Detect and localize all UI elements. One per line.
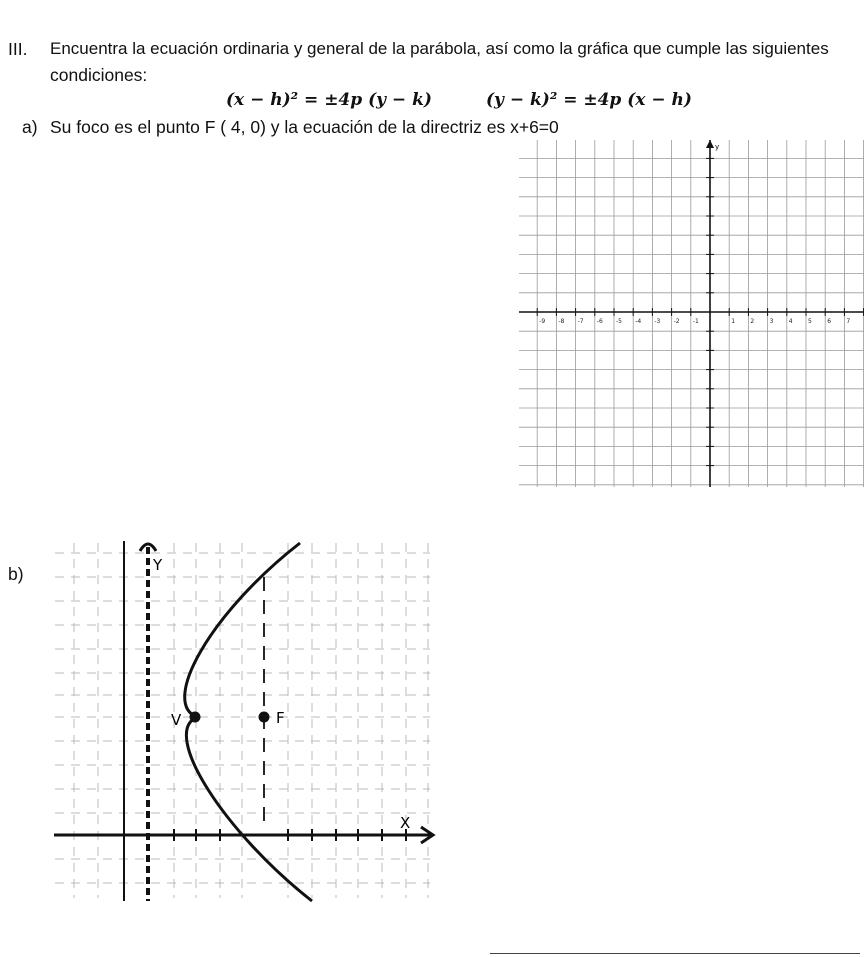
answer-line	[490, 953, 860, 954]
parabola-graph	[50, 533, 440, 908]
grid-x-tick-label: 3	[769, 318, 774, 325]
grid-x-tick-label: 4	[788, 318, 793, 325]
grid-x-tick-label: -4	[635, 318, 642, 325]
grid-x-tick-label: -9	[539, 318, 546, 325]
x-axis-label: X	[400, 814, 411, 832]
grid-x-tick-label: 1	[731, 318, 736, 325]
grid-x-tick-label: -5	[616, 318, 622, 325]
parabola-curve	[185, 543, 312, 901]
formula-vertical-parabola: (x − h)² = ±4p (y − k)	[226, 90, 432, 110]
part-a-label: a)	[22, 117, 38, 137]
problem-statement-line2: condiciones:	[50, 65, 148, 85]
focus-label: F	[276, 709, 285, 727]
grid-y-axis-arrow	[706, 140, 714, 148]
grid-x-tick-label: -2	[673, 318, 680, 325]
blank-coordinate-grid	[519, 140, 864, 487]
y-axis-label: Y	[153, 556, 163, 574]
vertex-point	[190, 712, 201, 723]
grid-x-tick-label: 6	[827, 318, 832, 325]
vertex-label: V	[171, 711, 182, 729]
formula-horizontal-parabola: (y − k)² = ±4p (x − h)	[486, 90, 692, 110]
grid-x-tick-label: -7	[577, 318, 584, 325]
grid-x-tick-label: 2	[750, 318, 755, 325]
grid-x-tick-label: -6	[596, 318, 603, 325]
problem-number: III.	[8, 39, 28, 59]
problem-statement-line1: Encuentra la ecuación ordinaria y general de la parábola, así como la gráfica que cumple las siguientes	[50, 39, 829, 58]
part-b-label: b)	[8, 564, 24, 584]
part-a-text: Su foco es el punto F ( 4, 0) y la ecuación de la directriz es x+6=0	[50, 117, 559, 137]
grid-x-tick-label: -3	[654, 318, 661, 325]
grid-y-axis-label: y	[715, 143, 720, 151]
grid-x-tick-label: 5	[808, 318, 812, 325]
grid-x-tick-label: 7	[846, 318, 851, 325]
grid-x-tick-label: -1	[692, 318, 699, 325]
focus-point	[259, 712, 270, 723]
grid-x-tick-label: -8	[558, 318, 565, 325]
